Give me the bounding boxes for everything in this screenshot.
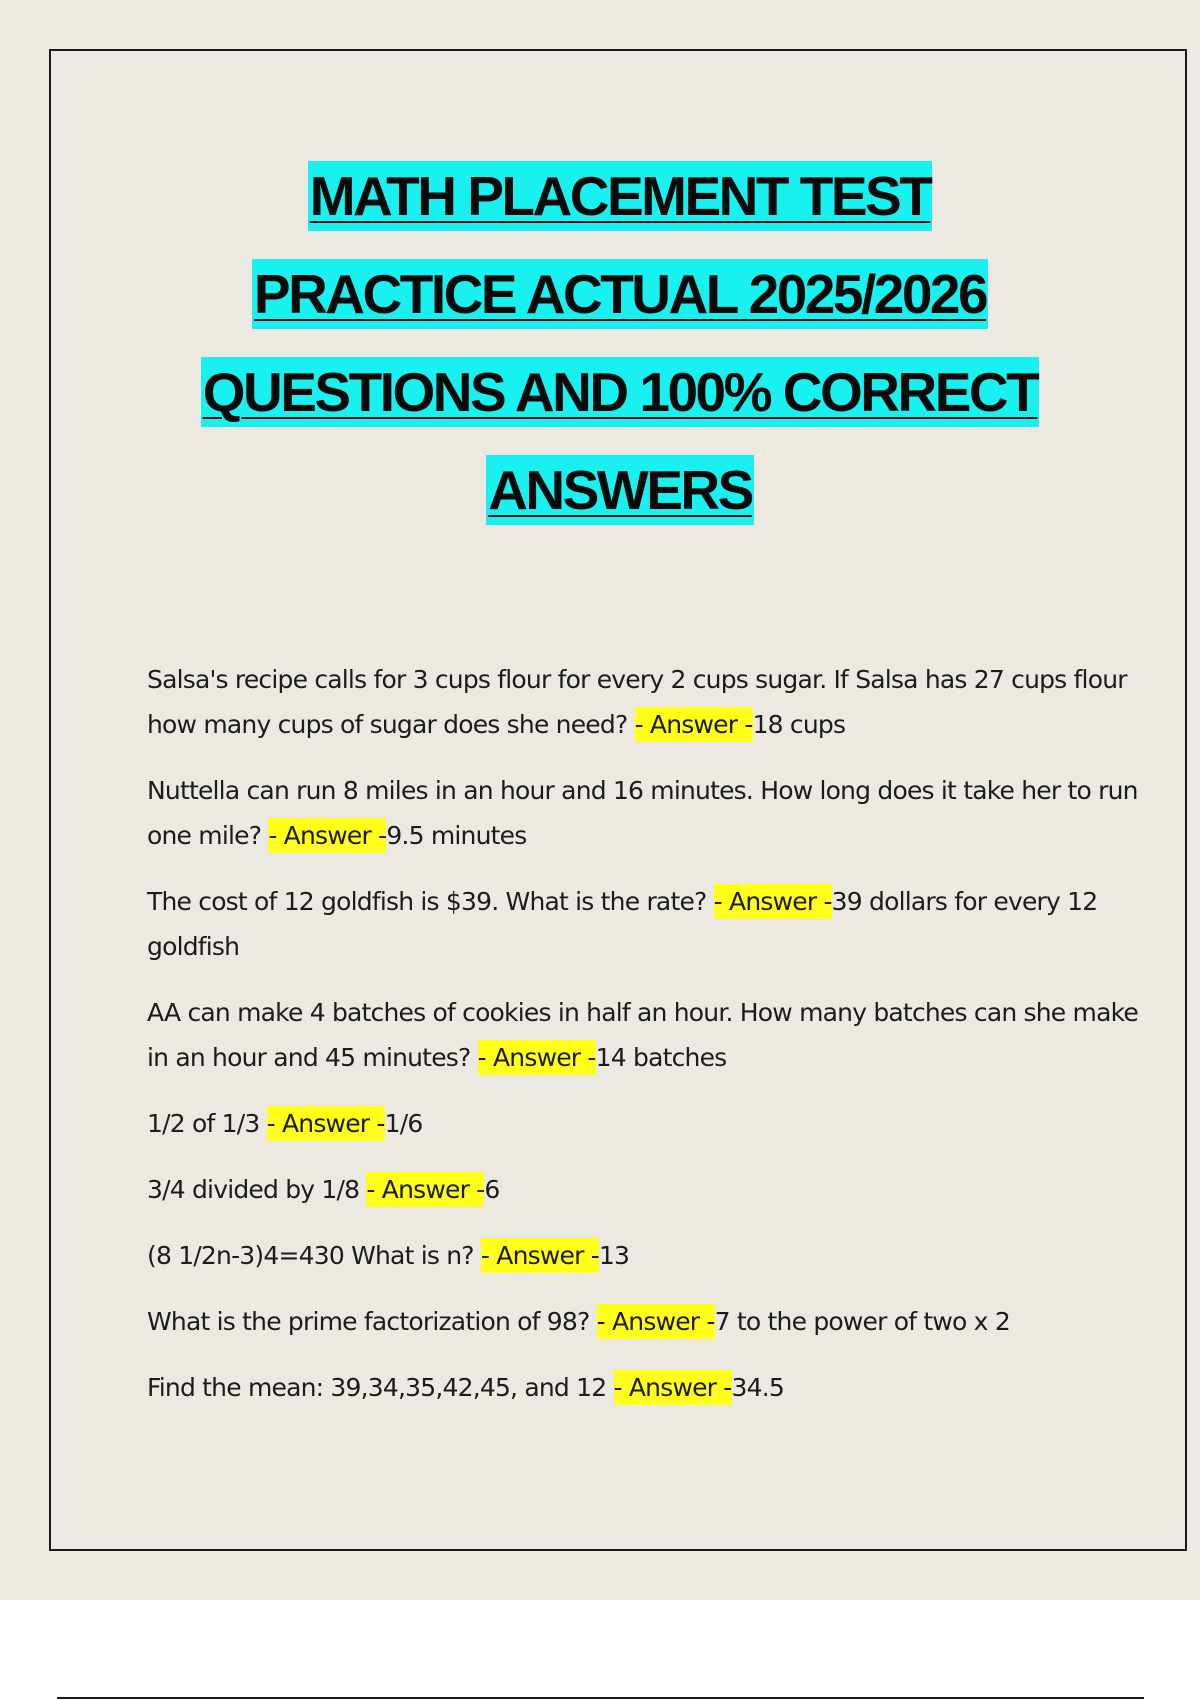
question-text: AA can make 4 batches of cookies in half an hour. How many batches can she make in an hour and 45 minutes? [147,998,1138,1072]
qa-item [147,1365,1147,1410]
answer-tag: - Answer - [635,707,753,742]
qa-item [147,1167,1147,1212]
qa-item [147,657,1147,747]
title-line-text: PRACTICE ACTUAL 2025/2026 [252,259,988,329]
question-text: (8 1/2n-3)4=430 What is n? [147,1241,481,1270]
answer-tag: - Answer - [267,1106,385,1141]
title-line [51,343,1189,441]
answer-text: 14 batches [595,1043,727,1072]
answer-text: 18 cups [752,710,846,739]
answer-text: 7 to the power of two x 2 [714,1307,1010,1336]
qa-item [147,1299,1147,1344]
qa-item [147,1233,1147,1278]
qa-item [147,1101,1147,1146]
question-text: 1/2 of 1/3 [147,1109,267,1138]
qa-item [147,990,1147,1080]
title-line [51,147,1189,245]
answer-tag: - Answer - [614,1370,732,1405]
answer-text: 6 [484,1175,500,1204]
answer-text: 1/6 [384,1109,423,1138]
question-text: Nuttella can run 8 miles in an hour and 16 minutes. How long does it take her to run one mile? [147,776,1138,850]
qa-item [147,768,1147,858]
title-line-text: MATH PLACEMENT TEST [308,161,933,231]
question-answer-list [147,657,1147,1431]
answer-tag: - Answer - [597,1304,715,1339]
answer-text: 39 dollars for every 12 goldfish [147,887,1098,961]
title-line-text: QUESTIONS AND 100% CORRECT [201,357,1040,427]
answer-text: 34.5 [731,1373,784,1402]
page-border [49,49,1187,1551]
qa-item [147,879,1147,969]
document-title [51,147,1189,539]
question-text: 3/4 divided by 1/8 [147,1175,367,1204]
title-line [51,245,1189,343]
answer-text: 9.5 minutes [386,821,527,850]
question-text: What is the prime factorization of 98? [147,1307,597,1336]
answer-tag: - Answer - [481,1238,599,1273]
answer-tag: - Answer - [478,1040,596,1075]
title-line [51,441,1189,539]
answer-text: 13 [598,1241,630,1270]
answer-tag: - Answer - [714,884,832,919]
page-divider [57,1697,1144,1699]
question-text: Salsa's recipe calls for 3 cups flour for every 2 cups sugar. If Salsa has 27 cups flour how many cups of sugar does she need? [147,665,1127,739]
title-line-text: ANSWERS [486,455,754,525]
answer-tag: - Answer - [268,818,386,853]
question-text: The cost of 12 goldfish is $39. What is the rate? [147,887,714,916]
answer-tag: - Answer - [366,1172,484,1207]
question-text: Find the mean: 39,34,35,42,45, and 12 [147,1373,614,1402]
